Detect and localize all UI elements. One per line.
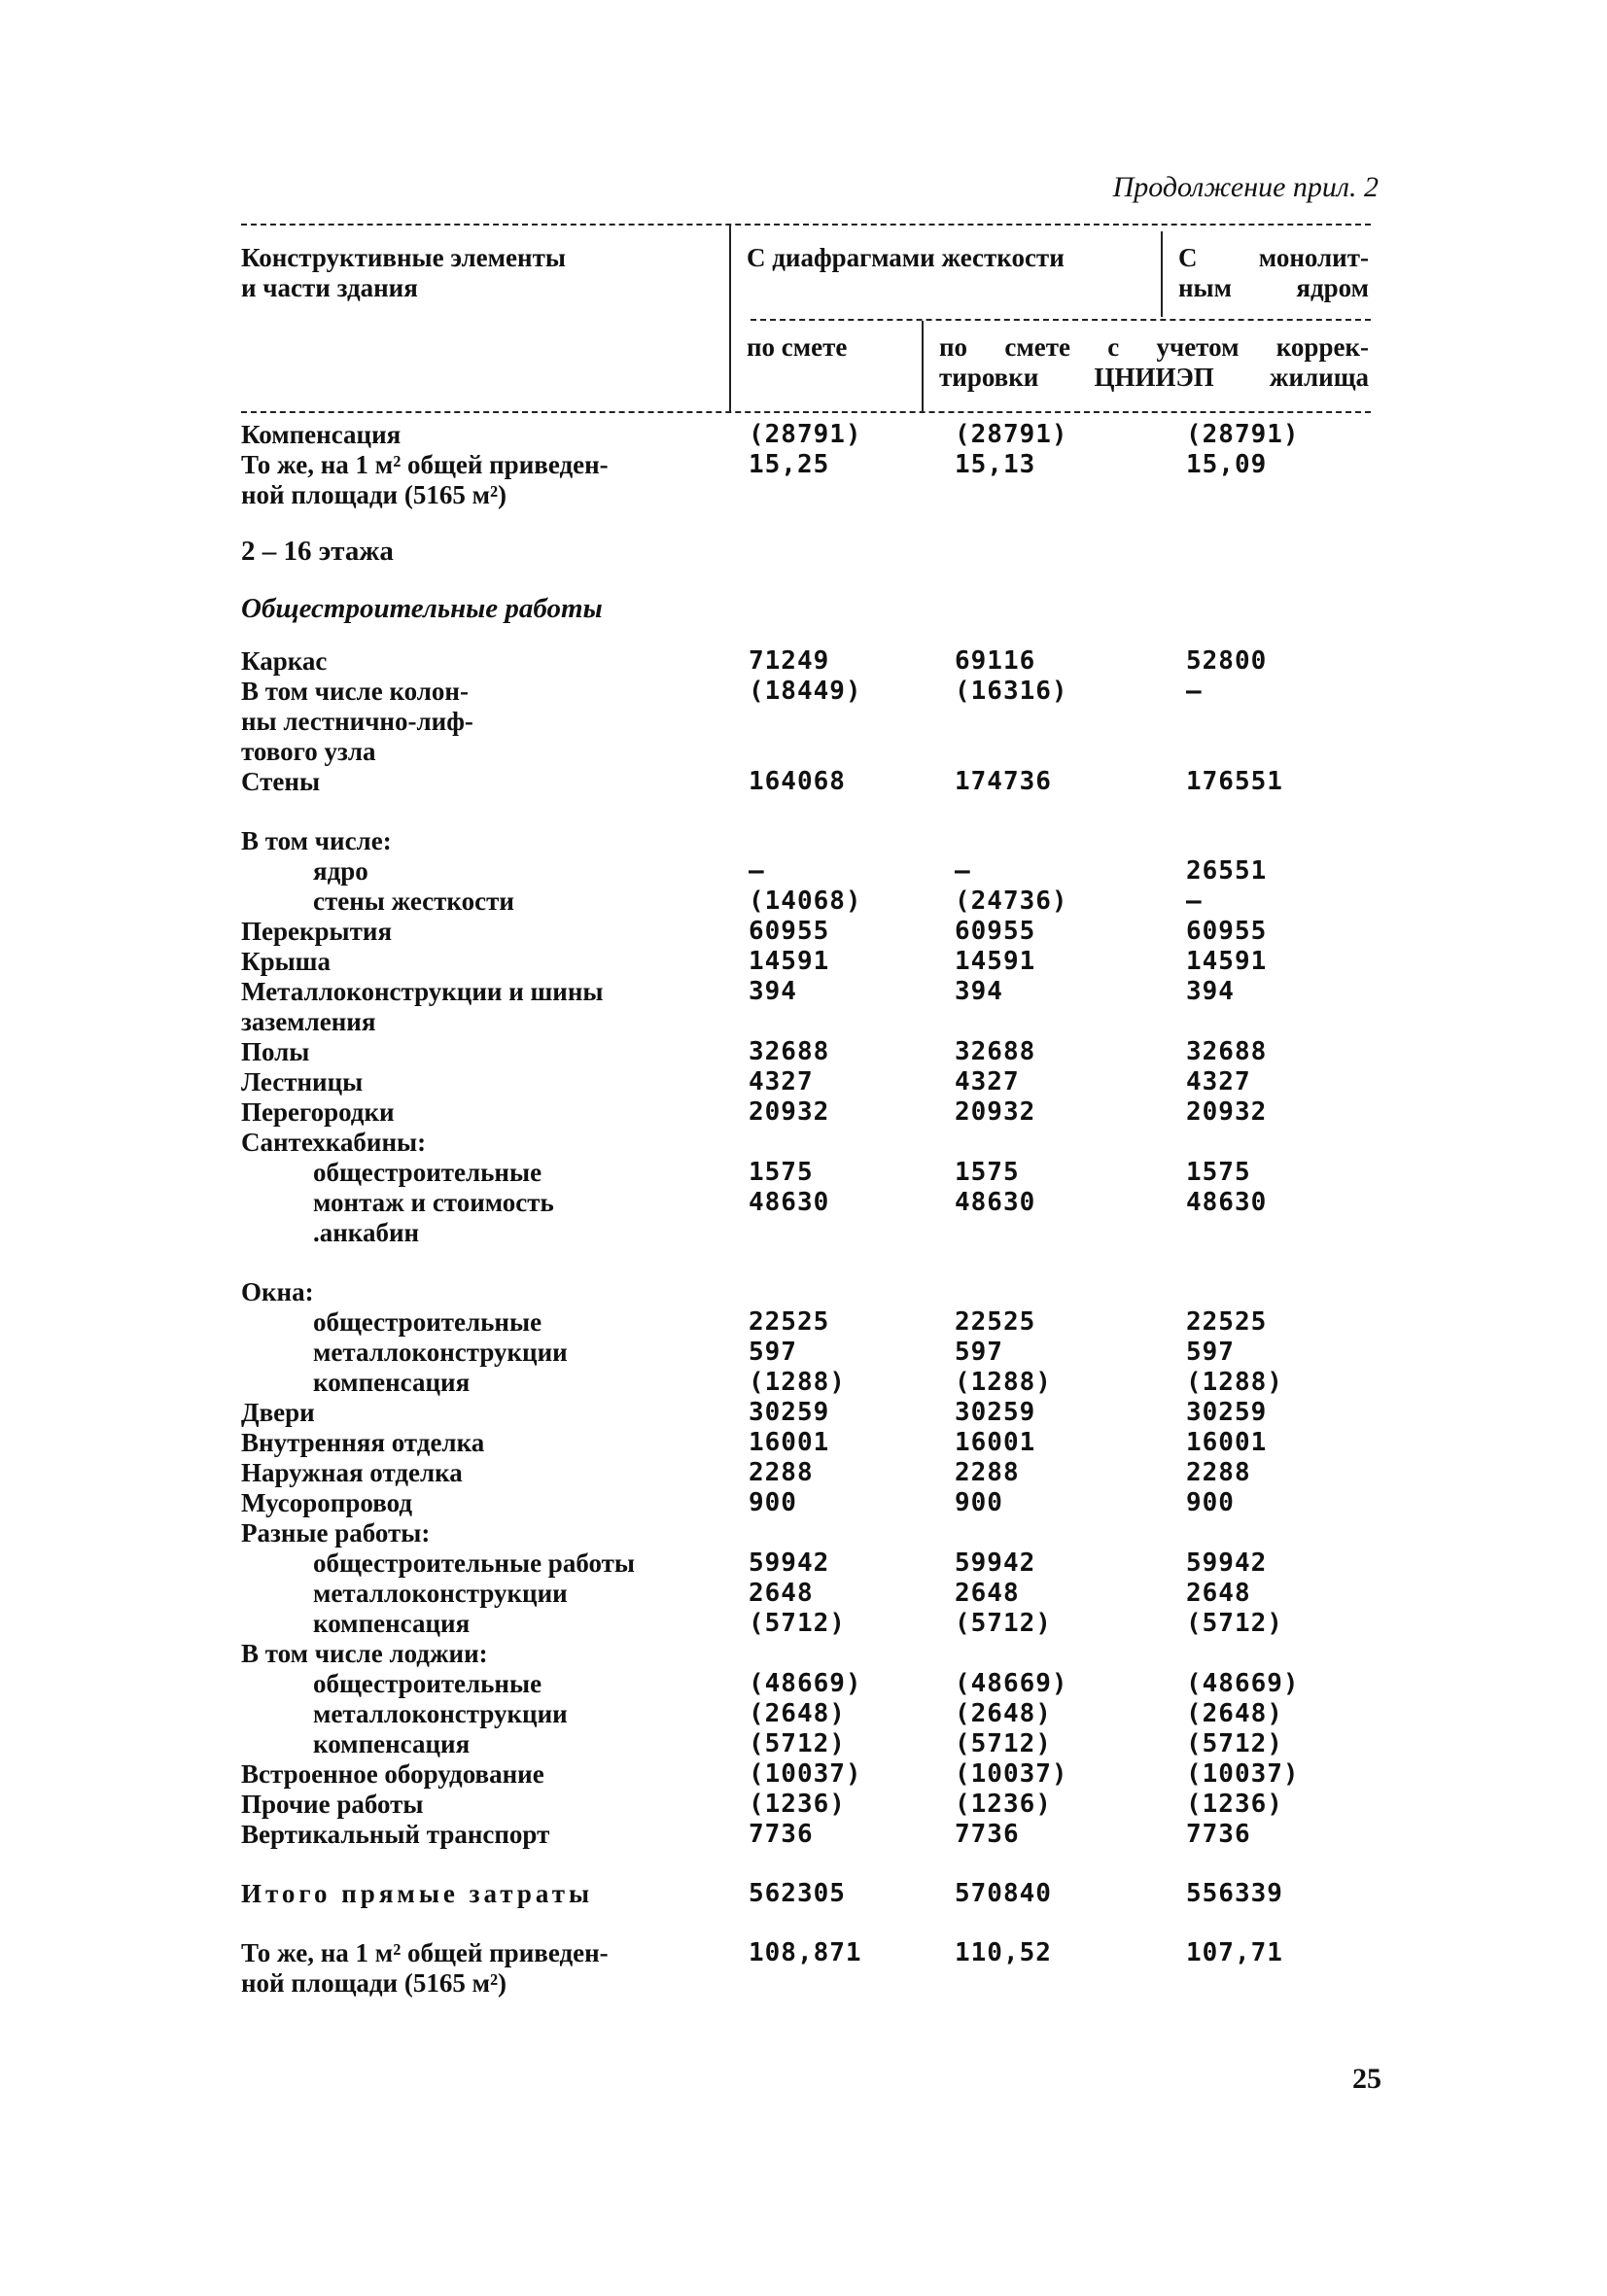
- row-label: Итого прямые затраты: [241, 1879, 594, 1908]
- row-value-col-1: 20932: [749, 1097, 830, 1127]
- row-value-col-3: 26551: [1186, 856, 1268, 886]
- spacer: [241, 1850, 1371, 1879]
- row-value-col-1: (48669): [749, 1669, 862, 1698]
- row-value-col-3: 394: [1186, 977, 1235, 1006]
- row-value-col-3: 22525: [1186, 1307, 1268, 1337]
- row-value-col-1: 1575: [749, 1158, 814, 1187]
- table-row: [241, 1669, 1371, 1699]
- row-label: Внутренняя отделка: [241, 1428, 485, 1457]
- row-value-col-1: 900: [749, 1488, 797, 1517]
- row-value-col-1: 2288: [749, 1458, 814, 1487]
- row-value-col-1: 60955: [749, 917, 830, 946]
- header-divider-1: [729, 224, 731, 413]
- table-row: [241, 1097, 1371, 1128]
- row-value-col-2: (28791): [955, 420, 1068, 449]
- row-value-col-3: 2288: [1186, 1458, 1251, 1487]
- row-label: Перекрытия: [241, 917, 393, 946]
- page-number: 25: [1352, 2063, 1381, 2095]
- table-header: [241, 224, 1371, 414]
- table-row: [241, 1639, 1371, 1669]
- row-label: Металлоконструкции и шины заземления: [241, 977, 604, 1036]
- row-value-col-2: (2648): [955, 1699, 1052, 1728]
- spacer: [241, 797, 1371, 826]
- table-row: [241, 1037, 1371, 1067]
- row-value-col-2: (5712): [955, 1729, 1052, 1758]
- row-label: В том числе лоджии:: [241, 1639, 488, 1668]
- row-label: Стены: [241, 767, 321, 796]
- row-value-col-3: 2648: [1186, 1579, 1251, 1608]
- row-value-col-2: 7736: [955, 1820, 1020, 1849]
- table-row: [241, 1307, 1371, 1338]
- table-row: [241, 1158, 1371, 1188]
- row-value-col-2: 15,13: [955, 450, 1036, 479]
- row-label: компенсация: [313, 1609, 471, 1638]
- row-value-col-1: (10037): [749, 1759, 862, 1789]
- row-value-col-2: 22525: [955, 1307, 1036, 1337]
- row-value-col-2: 16001: [955, 1428, 1036, 1457]
- row-label: Лестницы: [241, 1067, 364, 1096]
- row-value-col-1: 16001: [749, 1428, 830, 1457]
- header-mid-rule: [751, 319, 1371, 321]
- row-value-col-1: 48630: [749, 1188, 830, 1217]
- row-label: Наружная отделка: [241, 1458, 463, 1487]
- row-value-col-3: (10037): [1186, 1759, 1300, 1789]
- table-row: [241, 1759, 1371, 1790]
- table-row: [241, 1458, 1371, 1488]
- row-label: То же, на 1 м² общей приведен- ной площади (5165 м²): [241, 1938, 609, 1998]
- row-value-col-2: 394: [955, 977, 1003, 1006]
- table-row: [241, 767, 1371, 797]
- row-value-col-1: 22525: [749, 1307, 830, 1337]
- row-label: металлоконструкции: [313, 1699, 568, 1728]
- row-value-col-3: 59942: [1186, 1548, 1268, 1578]
- table-row: [241, 450, 1371, 510]
- row-value-col-1: 2648: [749, 1579, 814, 1608]
- header-bottom-rule: [241, 411, 1371, 413]
- row-value-col-1: 164068: [749, 767, 846, 796]
- row-value-col-3: 4327: [1186, 1067, 1251, 1096]
- row-label: общестроительные: [313, 1158, 542, 1187]
- row-label: Сантехкабины:: [241, 1128, 427, 1157]
- table-row: [241, 1368, 1371, 1398]
- row-label: Двери: [241, 1398, 315, 1427]
- row-value-col-3: 16001: [1186, 1428, 1268, 1457]
- row-value-col-2: (10037): [955, 1759, 1068, 1789]
- row-label: Полы: [241, 1037, 310, 1066]
- row-value-col-2: 174736: [955, 767, 1052, 796]
- table-row: [241, 646, 1371, 677]
- row-value-col-1: (1236): [749, 1790, 846, 1819]
- row-value-col-2: –: [955, 856, 971, 886]
- header-diaphragm-group: С диафрагмами жесткости: [747, 243, 1065, 272]
- row-value-col-1: 394: [749, 977, 797, 1006]
- row-value-col-1: 15,25: [749, 450, 830, 479]
- row-value-col-2: 4327: [955, 1067, 1020, 1096]
- row-value-col-3: –: [1186, 677, 1203, 706]
- row-value-col-1: 32688: [749, 1037, 830, 1066]
- row-value-col-3: 176551: [1186, 767, 1283, 796]
- row-value-col-2: 20932: [955, 1097, 1036, 1127]
- table-row: [241, 677, 1371, 767]
- table-row: [241, 1488, 1371, 1518]
- row-value-col-2: (1288): [955, 1368, 1052, 1397]
- row-label: Крыша: [241, 947, 331, 976]
- table-row: [241, 917, 1371, 947]
- table-row: [241, 1879, 1371, 1909]
- row-value-col-2: 1575: [955, 1158, 1020, 1187]
- continuation-note: Продолжение прил. 2: [1112, 171, 1379, 203]
- row-label: Каркас: [241, 646, 328, 676]
- table-row: [241, 1820, 1371, 1850]
- row-label: общестроительные: [313, 1307, 542, 1337]
- per-m2-row-container: [241, 1938, 1371, 1999]
- row-value-col-3: 14591: [1186, 947, 1268, 976]
- row-value-col-1: 30259: [749, 1398, 830, 1427]
- row-value-col-2: 2648: [955, 1579, 1020, 1608]
- row-label: металлоконструкции: [313, 1579, 568, 1608]
- table-row: [241, 1579, 1371, 1609]
- row-value-col-3: 597: [1186, 1338, 1235, 1367]
- row-value-col-1: 597: [749, 1338, 797, 1367]
- row-value-col-2: 32688: [955, 1037, 1036, 1066]
- table-row: [241, 1277, 1371, 1307]
- row-label: Вертикальный транспорт: [241, 1820, 550, 1849]
- row-value-col-3: (48669): [1186, 1669, 1300, 1698]
- row-value-col-3: 15,09: [1186, 450, 1268, 479]
- row-value-col-3: (5712): [1186, 1729, 1283, 1758]
- row-value-col-1: (14068): [749, 887, 862, 916]
- row-value-col-2: (16316): [955, 677, 1068, 706]
- table-row: [241, 947, 1371, 977]
- row-value-col-2: (24736): [955, 887, 1068, 916]
- row-value-col-2: 2288: [955, 1458, 1020, 1487]
- row-value-col-2: 570840: [955, 1879, 1052, 1908]
- table-row: [241, 1609, 1371, 1639]
- row-value-col-2: 14591: [955, 947, 1036, 976]
- table-row: [241, 1729, 1371, 1759]
- row-value-col-3: 20932: [1186, 1097, 1268, 1127]
- row-value-col-3: 556339: [1186, 1879, 1283, 1908]
- table-row: [241, 1518, 1371, 1548]
- row-value-col-1: 562305: [749, 1879, 846, 1908]
- table-row: [241, 826, 1371, 856]
- row-value-col-2: 69116: [955, 646, 1036, 676]
- row-value-col-2: (5712): [955, 1609, 1052, 1638]
- spacer: [241, 1909, 1371, 1938]
- row-value-col-3: 32688: [1186, 1037, 1268, 1066]
- row-value-col-2: (48669): [955, 1669, 1068, 1698]
- row-label: Встроенное оборудование: [241, 1759, 544, 1789]
- table-row: [241, 1938, 1371, 1999]
- header-divider-2: [1161, 231, 1163, 317]
- row-value-col-3: –: [1186, 887, 1203, 916]
- row-value-col-2: 60955: [955, 917, 1036, 946]
- section-general-works: Общестроительные работы: [241, 593, 603, 624]
- row-value-col-2: 59942: [955, 1548, 1036, 1578]
- row-value-col-1: 4327: [749, 1067, 814, 1096]
- row-label: Окна:: [241, 1277, 314, 1306]
- row-value-col-1: (1288): [749, 1368, 846, 1397]
- row-label: Мусоропровод: [241, 1488, 412, 1517]
- header-corrected: по смете с учетом коррек- тировки ЦНИИЭП жилища: [939, 332, 1369, 392]
- table-row: [241, 1338, 1371, 1368]
- row-value-col-1: 59942: [749, 1548, 830, 1578]
- table-row: [241, 887, 1371, 917]
- row-label: общестроительные: [313, 1669, 542, 1698]
- table-row: [241, 1428, 1371, 1458]
- header-divider-3: [922, 321, 924, 413]
- row-label: ядро: [313, 856, 368, 886]
- row-value-col-2: 110,52: [955, 1938, 1052, 1967]
- table-row: [241, 1398, 1371, 1428]
- row-label: стены жесткости: [313, 887, 514, 916]
- table-row: [241, 420, 1371, 450]
- row-value-col-3: 1575: [1186, 1158, 1251, 1187]
- header-elements: Конструктивные элементы и части здания: [241, 243, 566, 302]
- row-value-col-1: –: [749, 856, 765, 886]
- top-rows: [241, 420, 1371, 510]
- row-value-col-3: 30259: [1186, 1398, 1268, 1427]
- row-value-col-1: (28791): [749, 420, 862, 449]
- row-value-col-2: 900: [955, 1488, 1003, 1517]
- row-value-col-1: 7736: [749, 1820, 814, 1849]
- row-label: общестроительные работы: [313, 1548, 635, 1578]
- row-value-col-1: (2648): [749, 1699, 846, 1728]
- row-value-col-3: (1236): [1186, 1790, 1283, 1819]
- row-value-col-3: 107,71: [1186, 1938, 1283, 1967]
- table-row: [241, 1548, 1371, 1579]
- total-row-container: [241, 1879, 1371, 1909]
- row-label: Перегородки: [241, 1097, 395, 1127]
- row-label: Компенсация: [241, 420, 402, 449]
- row-label: В том числе:: [241, 826, 392, 855]
- table-row: [241, 1790, 1371, 1820]
- row-value-col-1: (18449): [749, 677, 862, 706]
- row-label: компенсация: [313, 1729, 471, 1758]
- table-row: [241, 1128, 1371, 1158]
- row-value-col-3: (2648): [1186, 1699, 1283, 1728]
- table-body: [241, 420, 1371, 1999]
- row-value-col-3: (28791): [1186, 420, 1300, 449]
- row-value-col-3: 52800: [1186, 646, 1268, 676]
- row-value-col-3: 7736: [1186, 1820, 1251, 1849]
- spacer: [241, 1248, 1371, 1277]
- table-row: [241, 1188, 1371, 1248]
- rows-finishing: [241, 1277, 1371, 1850]
- row-label: То же, на 1 м² общей приведен- ной площади (5165 м²): [241, 450, 609, 509]
- row-value-col-2: (1236): [955, 1790, 1052, 1819]
- row-label: монтаж и стоимость .анкабин: [313, 1188, 554, 1247]
- header-estimate: по смете: [747, 332, 848, 362]
- section-floors: 2 – 16 этажа: [241, 536, 394, 567]
- row-label: В том числе колон- ны лестнично-лиф- тового узла: [241, 677, 473, 766]
- row-value-col-3: 60955: [1186, 917, 1268, 946]
- row-value-col-1: 14591: [749, 947, 830, 976]
- table-row: [241, 1699, 1371, 1729]
- row-label: Прочие работы: [241, 1790, 424, 1819]
- row-value-col-1: (5712): [749, 1729, 846, 1758]
- row-value-col-3: (5712): [1186, 1609, 1283, 1638]
- header-top-rule: [241, 224, 1371, 226]
- row-value-col-2: 597: [955, 1338, 1003, 1367]
- header-monolithic: С монолит- ным ядром: [1178, 243, 1369, 302]
- row-value-col-3: 900: [1186, 1488, 1235, 1517]
- row-value-col-1: 71249: [749, 646, 830, 676]
- row-value-col-1: (5712): [749, 1609, 846, 1638]
- row-label: компенсация: [313, 1368, 471, 1397]
- row-value-col-2: 48630: [955, 1188, 1036, 1217]
- rows-frame-walls: [241, 646, 1371, 797]
- rows-structure: [241, 826, 1371, 1248]
- row-label: металлоконструкции: [313, 1338, 568, 1367]
- row-value-col-3: (1288): [1186, 1368, 1283, 1397]
- table-row: [241, 856, 1371, 887]
- table-row: [241, 977, 1371, 1037]
- row-value-col-2: 30259: [955, 1398, 1036, 1427]
- row-label: Разные работы:: [241, 1518, 431, 1548]
- table-row: [241, 1067, 1371, 1097]
- row-value-col-1: 108,871: [749, 1938, 862, 1967]
- row-value-col-3: 48630: [1186, 1188, 1268, 1217]
